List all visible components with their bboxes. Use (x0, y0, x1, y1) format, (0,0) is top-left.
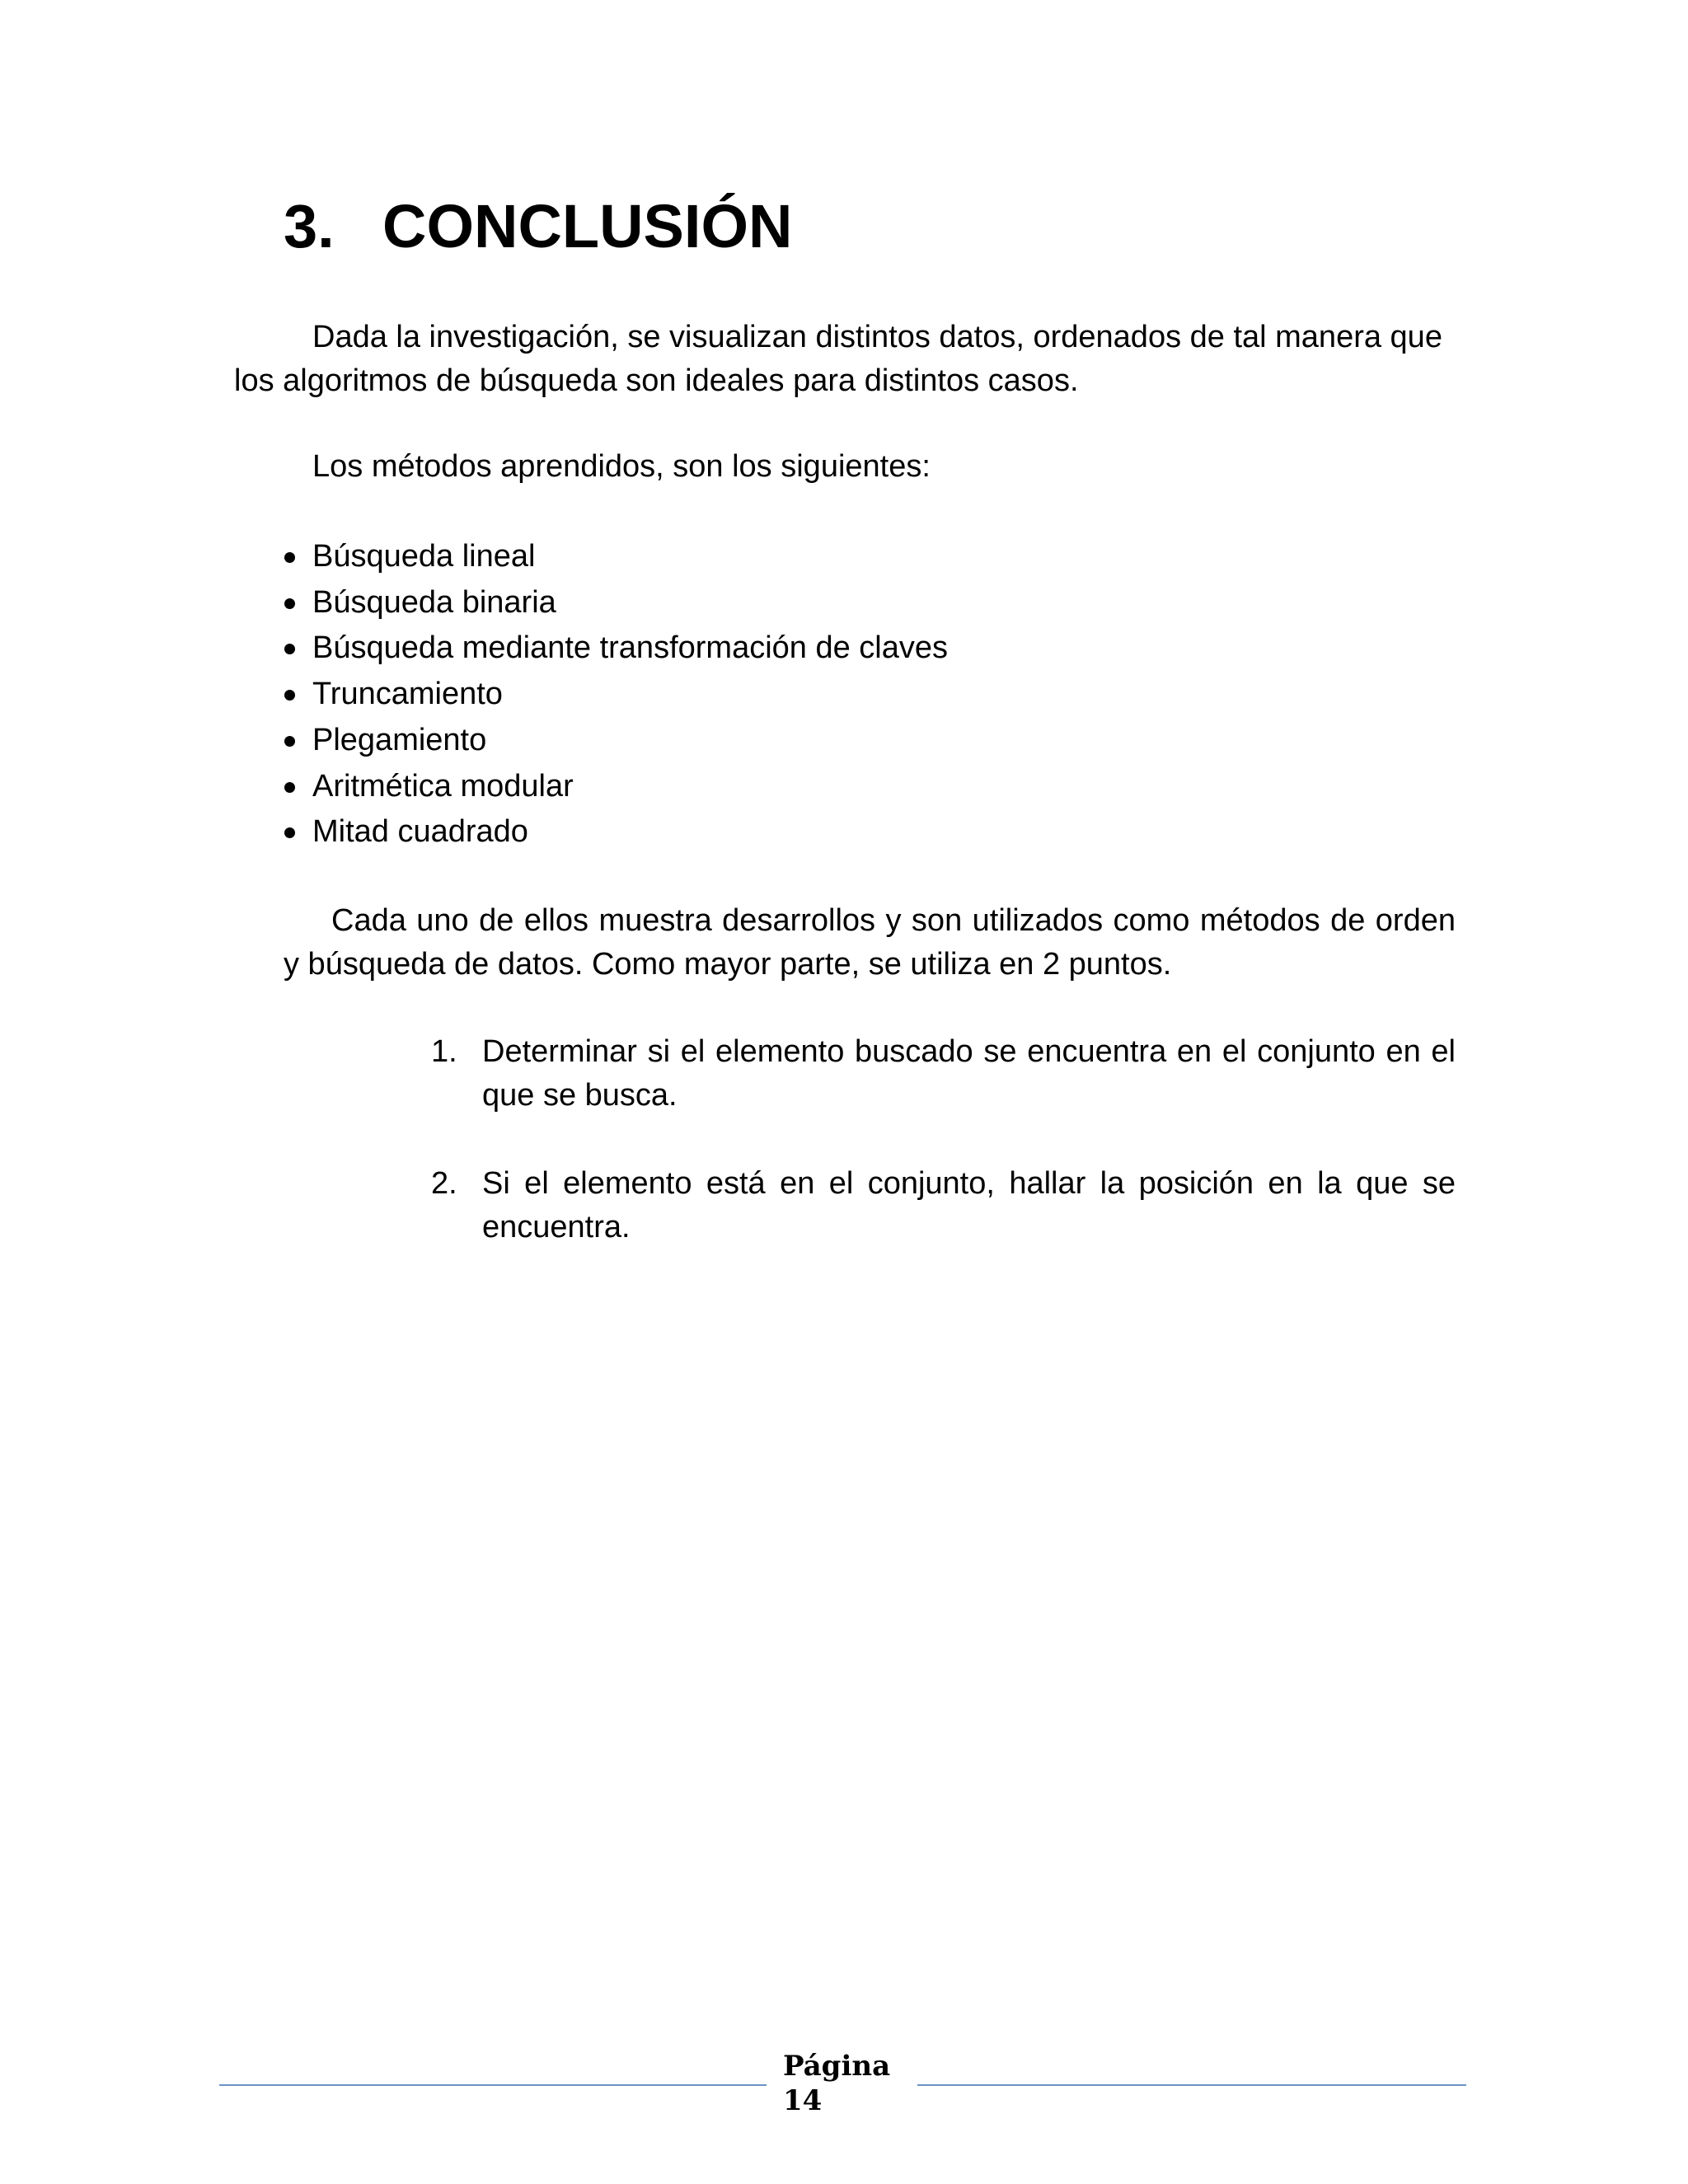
intro-paragraph: Dada la investigación, se visualizan distintos datos, ordenados de tal manera que los algoritmos de búsqueda son ideales para distintos casos. (234, 320, 1442, 398)
methods-intro-paragraph: Los métodos aprendidos, son los siguientes: (312, 449, 931, 484)
list-item-label: Búsqueda lineal (312, 539, 536, 574)
numbered-item (429, 1030, 1456, 1118)
list-item (283, 718, 948, 764)
list-item-label: Búsqueda mediante transformación de claves (312, 630, 949, 666)
list-item (283, 626, 948, 672)
points-list (429, 1030, 1456, 1294)
list-item-label: Aritmética modular (312, 768, 574, 804)
page-label: Página (783, 2050, 891, 2083)
item-number: 1. (431, 1034, 457, 1069)
list-item (283, 580, 948, 626)
bullet-icon (284, 552, 295, 563)
numbered-item (429, 1162, 1456, 1249)
summary-paragraph: Cada uno de ellos muestra desarrollos y son utilizados como métodos de orden y búsqueda de datos. Como mayor parte, se utiliza en 2 puntos. (284, 903, 1456, 982)
bullet-icon (284, 736, 295, 747)
item-number: 2. (431, 1166, 457, 1201)
footer-rule-right (917, 2084, 1466, 2086)
section-number: 3. (284, 192, 335, 260)
page-number-value: 14 (783, 2084, 823, 2117)
list-item-label: Mitad cuadrado (312, 814, 528, 850)
item-text: Determinar si el elemento buscado se encuentra en el conjunto en el que se busca. (482, 1034, 1456, 1113)
list-item-label: Búsqueda binaria (312, 584, 556, 620)
list-item (283, 534, 948, 580)
list-item (283, 809, 948, 855)
footer-rule-left (219, 2084, 767, 2086)
bullet-icon (284, 827, 295, 838)
list-item (283, 764, 948, 810)
list-item (283, 672, 948, 718)
methods-list (283, 534, 948, 855)
item-text: Si el elemento está en el conjunto, hallar la posición en la que se encuentra. (482, 1166, 1456, 1244)
bullet-icon (284, 644, 295, 654)
section-title: CONCLUSIÓN (382, 192, 793, 260)
bullet-icon (284, 690, 295, 701)
bullet-icon (284, 782, 295, 793)
bullet-icon (284, 598, 295, 609)
list-item-label: Plegamiento (312, 722, 487, 757)
page-number (783, 2049, 891, 2118)
list-item-label: Truncamiento (312, 677, 503, 712)
section-heading (284, 190, 792, 264)
